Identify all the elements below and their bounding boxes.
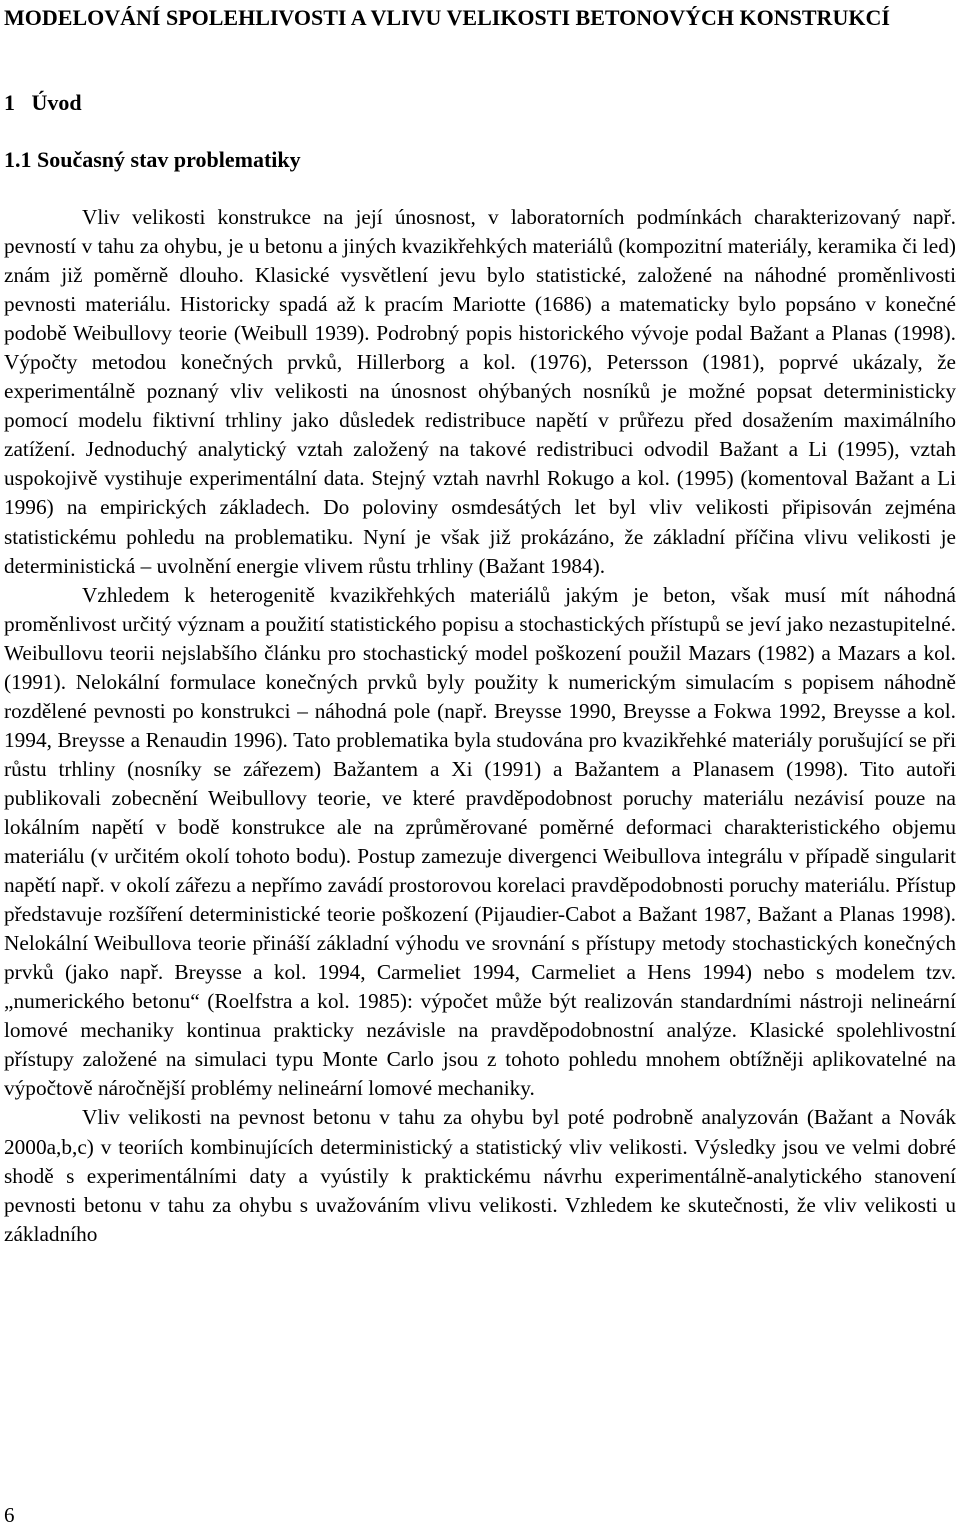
page-number: 6 [4, 1503, 15, 1527]
subsection-heading: 1.1 Současný stav problematiky [4, 147, 301, 172]
paragraph: Vliv velikosti na pevnost betonu v tahu za ohybu byl poté podrobně analyzován (Bažant a Novák 2000a,b,c) v teoriích kombinujících deterministický a statistický vliv velikosti. Výsledky jsou ve velmi dobré shodě s experimentálními daty a vyústily k praktickému návrhu experimentálně-analytického stanovení pevnosti betonu v tahu za ohybu s uvažováním vlivu velikosti. Vzhledem ke skutečnosti, že vliv velikosti u základního [4, 1105, 956, 1246]
paragraph: Vzhledem k heterogenitě kvazikřehkých materiálů jakým je beton, však musí mít náhodná proměnlivost určitý význam a použití statistického popisu a stochastických přístupů se jeví jako nezastupitelné. Weibullovu teorii nejslabšího článku pro stochastický model poškození použil Mazars (1982) a Mazars a kol. (1991). Nelokální formulace konečných prvků byly použity k numerickým simulacím s popisem náhodně rozdělené pevnosti po konstrukci – náhodná pole (např. Breysse 1990, Breysse a Fokwa 1992, Breysse a kol. 1994, Breysse a Renaudin 1996). Tato problematika byla studována pro kvazikřehké materiály porušující se při růstu trhliny (nosníky se zářezem) Bažantem a Xi (1991) a Bažantem a Planasem (1998). Tito autoři publikovali zobecnění Weibullovy teorie, ve které pravděpodobnost poruchy materiálu nezávisí pouze na lokálním napětí v bodě konstrukce ale na zprůměrované poměrné deformaci charakteristického objemu materiálu (v určitém okolí tohoto bodu). Postup zamezuje divergenci Weibullova integrálu v případě singularit napětí např. v okolí zářezu a nepřímo zavádí prostorovou korelaci pravděpodobnosti poruchy materiálu. Přístup představuje rozšíření deterministické teorie poškození (Pijaudier-Cabot a Bažant 1987, Bažant a Planas 1998). Nelokální Weibullova teorie přináší základní výhodu ve srovnání s přístupy metody stochastických konečných prvků (jako např. Breysse a kol. 1994, Carmeliet 1994, Carmeliet a Hens 1994) nebo s modelem tzv. „numerického betonu“ (Roelfstra a kol. 1985): výpočet může být realizován standardními nástroji nelineární lomové mechaniky kontinua prakticky nezávisle na pravděpodobnostní analýze. Klasické spolehlivostní přístupy založené na simulaci typu Monte Carlo jsou z tohoto pohledu mnohem obtížněji aplikovatelné na výpočtově náročnější problémy nelineární lomové mechaniky. [4, 582, 956, 1101]
section-heading: 1 Úvod [4, 90, 82, 115]
body-text [4, 203, 956, 1249]
paragraph: Vliv velikosti konstrukce na její únosnost, v laboratorních podmínkách charakterizovaný např. pevností v tahu za ohybu, je u betonu a jiných kvazikřehkých materiálů (kompozitní materiály, keramika či led) znám již poměrně dlouho. Klasické vysvětlení jevu bylo statistické, založené na náhodné proměnlivosti pevnosti materiálu. Historicky spadá až k pracím Mariotte (1686) a matematicky bylo popsáno v konečné podobě Weibullovy teorie (Weibull 1939). Podrobný popis historického vývoje podal Bažant a Planas (1998). Výpočty metodou konečných prvků, Hillerborg a kol. (1976), Petersson (1981), poprvé ukázaly, že experimentálně poznaný vliv velikosti na únosnost ohýbaných nosníků je možné popsat deterministicky pomocí modelu fiktivní trhliny jako důsledek redistribuce napětí v průřezu před dosažením maximálního zatížení. Jednoduchý analytický vztah založený na takové redistribuci odvodil Bažant a Li (1995), vztah uspokojivě vystihuje experimentální data. Stejný vztah navrhl Rokugo a kol. (1995) (komentoval Bažant a Li 1996) na empirických základech. Do poloviny osmdesátých let byl vliv velikosti připisován zejména statistickému pohledu na problematiku. Nyní je však již prokázáno, že základní příčina vlivu velikosti je deterministická – uvolnění energie vlivem růstu trhliny (Bažant 1984). [4, 205, 956, 578]
document-title: MODELOVÁNÍ SPOLEHLIVOSTI A VLIVU VELIKOSTI BETONOVÝCH KONSTRUKCÍ [4, 5, 890, 30]
